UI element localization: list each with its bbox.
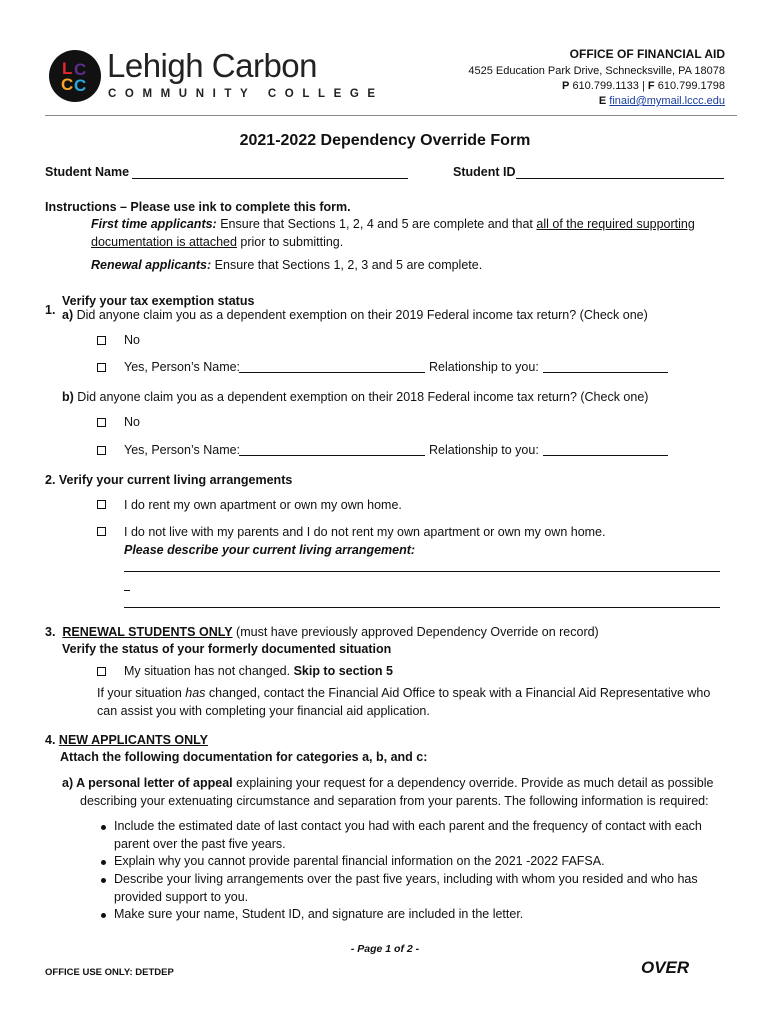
section-1b-label: b) xyxy=(62,390,74,404)
section-4a-text-2: describing your extenuating circumstance and separation from your parents. The following information is required: xyxy=(80,794,709,808)
section-1b-question xyxy=(62,389,648,406)
section-4a-bold: a) A personal letter of appeal xyxy=(62,776,233,790)
section-4-heading xyxy=(45,732,208,749)
office-email xyxy=(599,94,725,109)
college-name: Lehigh Carbon xyxy=(107,47,317,84)
email-link[interactable]: finaid@mymail.lccc.edu xyxy=(609,95,725,107)
phone-number: 610.799.1133 xyxy=(572,80,639,92)
section-3-heading xyxy=(45,624,599,641)
section-4-number: 4. xyxy=(45,733,56,747)
first-time-text: Ensure that Sections 1, 2, 4 and 5 are complete and that xyxy=(216,217,537,231)
fax-prefix: F xyxy=(647,80,655,92)
arrangement-line-2[interactable] xyxy=(124,607,720,608)
arrangement-line-mark xyxy=(124,590,130,591)
section-3-number: 3. xyxy=(45,625,56,639)
bullet-dot xyxy=(101,913,106,918)
section-3-paragraph-2: can assist you with completing your financial aid application. xyxy=(97,704,430,718)
describe-arrangement-label: Please describe your current living arrangement: xyxy=(124,543,416,557)
bullet-item-3-cont: provided support to you. xyxy=(114,890,249,904)
first-time-instruction xyxy=(91,216,695,233)
email-prefix: E xyxy=(598,95,607,107)
para-has: has xyxy=(185,686,206,700)
instructions-heading: Instructions – Please use ink to complete this form. xyxy=(45,200,351,214)
option-1a-no: No xyxy=(124,333,140,347)
logo-letter: L xyxy=(62,59,73,78)
office-address: 4525 Education Park Drive, Schnecksville, PA 18078 xyxy=(468,65,725,77)
checkbox-1b-no[interactable] xyxy=(97,418,106,427)
section-1b-text: Did anyone claim you as a dependent exemption on their 2018 Federal income tax return? (Check one) xyxy=(73,390,649,404)
form-title: 2021-2022 Dependency Override Form xyxy=(239,132,531,149)
first-time-instruction-cont xyxy=(91,234,343,251)
over-label: OVER xyxy=(641,958,690,977)
person-name-field-1b[interactable] xyxy=(239,455,425,456)
relationship-label-1a: Relationship to you: xyxy=(429,360,539,374)
checkbox-2-other[interactable] xyxy=(97,527,106,536)
section-1a-text: Did anyone claim you as a dependent exemption on their 2019 Federal income tax return? (Check one) xyxy=(73,308,648,322)
checkbox-3-not-changed[interactable] xyxy=(97,667,106,676)
section-3-paragraph-1 xyxy=(97,685,710,702)
first-time-label: First time applicants: xyxy=(91,217,217,231)
relationship-field-1a[interactable] xyxy=(543,372,668,373)
arrangement-line-1[interactable] xyxy=(124,571,720,572)
section-1-number: 1. xyxy=(45,303,56,317)
option-2-own-home: I do rent my own apartment or own my own home. xyxy=(124,498,402,512)
header-divider xyxy=(45,115,737,116)
first-time-underlined-2: documentation is attached xyxy=(91,235,237,249)
bullet-item-3: Describe your living arrangements over the past five years, including with whom you resided and who has xyxy=(114,872,698,886)
option-1b-yes: Yes, Person’s Name: xyxy=(124,443,241,457)
option-2-other: I do not live with my parents and I do not rent my own apartment or own my own home. xyxy=(124,525,606,539)
logo-letter: C xyxy=(74,76,87,95)
section-3-title: RENEWAL STUDENTS ONLY xyxy=(62,625,233,639)
section-4a-body: explaining your request for a dependency override. Provide as much detail as possible xyxy=(232,776,714,790)
bullet-item-1: Include the estimated date of last contact you had with each parent and the frequency of contact with each xyxy=(114,819,702,833)
checkbox-1a-no[interactable] xyxy=(97,336,106,345)
para-b: changed, contact the Financial Aid Office to speak with a Financial Aid Representative who xyxy=(205,686,711,700)
office-phone-fax: P 610.799.1133 | F 610.799.1798 xyxy=(562,80,725,92)
section-3-subheading: Verify the status of your formerly documented situation xyxy=(62,642,392,656)
student-name-label: Student Name xyxy=(45,165,130,179)
section-1a-question xyxy=(62,307,648,324)
bullet-item-2: Explain why you cannot provide parental financial information on the 2021 -2022 FAFSA. xyxy=(114,854,605,868)
bullet-dot xyxy=(101,878,106,883)
para-a: If your situation xyxy=(97,686,186,700)
option-1b-no: No xyxy=(124,415,140,429)
office-use-only: OFFICE USE ONLY: DETDEP xyxy=(45,967,174,978)
section-4a-text xyxy=(62,775,714,792)
relationship-field-1b[interactable] xyxy=(543,455,668,456)
skip-note: Skip to section 5 xyxy=(293,664,393,678)
section-4-title: NEW APPLICANTS ONLY xyxy=(58,733,209,747)
first-time-tail: prior to submitting. xyxy=(236,235,344,249)
renewal-instruction xyxy=(91,257,482,274)
student-name-field[interactable] xyxy=(132,178,408,179)
college-subtitle: COMMUNITY COLLEGE xyxy=(108,88,384,100)
checkbox-1b-yes[interactable] xyxy=(97,446,106,455)
renewal-label: Renewal applicants: xyxy=(91,258,212,272)
first-time-underlined: all of the required supporting xyxy=(536,217,695,231)
section-4-subheading: Attach the following documentation for categories a, b, and c: xyxy=(60,750,428,764)
checkbox-2-own-home[interactable] xyxy=(97,500,106,509)
student-id-field[interactable] xyxy=(516,178,724,179)
office-title: OFFICE OF FINANCIAL AID xyxy=(569,47,725,61)
logo-letter: C xyxy=(61,75,74,94)
bullet-item-1-cont: parent over the past five years. xyxy=(114,837,286,851)
fax-number: 610.799.1798 xyxy=(657,80,725,92)
checkbox-1a-yes[interactable] xyxy=(97,363,106,372)
section-1-heading: Verify your tax exemption status xyxy=(62,294,255,308)
page-number: - Page 1 of 2 - xyxy=(350,943,420,955)
phone-prefix: P xyxy=(562,80,570,92)
section-1a-label: a) xyxy=(62,308,74,322)
bullet-dot xyxy=(101,860,106,865)
person-name-field-1a[interactable] xyxy=(239,372,425,373)
logo-letter: C xyxy=(74,60,87,79)
college-logo-mark xyxy=(49,50,101,102)
relationship-label-1b: Relationship to you: xyxy=(429,443,539,457)
section-2-heading: 2. Verify your current living arrangements xyxy=(45,473,293,487)
renewal-text: Ensure that Sections 1, 2, 3 and 5 are complete. xyxy=(211,258,483,272)
bullet-item-4: Make sure your name, Student ID, and signature are included in the letter. xyxy=(114,907,524,921)
bullet-dot xyxy=(101,825,106,830)
student-id-label: Student ID xyxy=(453,165,516,179)
option-3-text: My situation has not changed. xyxy=(124,664,294,678)
option-3-not-changed xyxy=(124,663,393,680)
section-3-title-rest: (must have previously approved Dependency Override on record) xyxy=(232,625,599,639)
option-1a-yes: Yes, Person’s Name: xyxy=(124,360,241,374)
